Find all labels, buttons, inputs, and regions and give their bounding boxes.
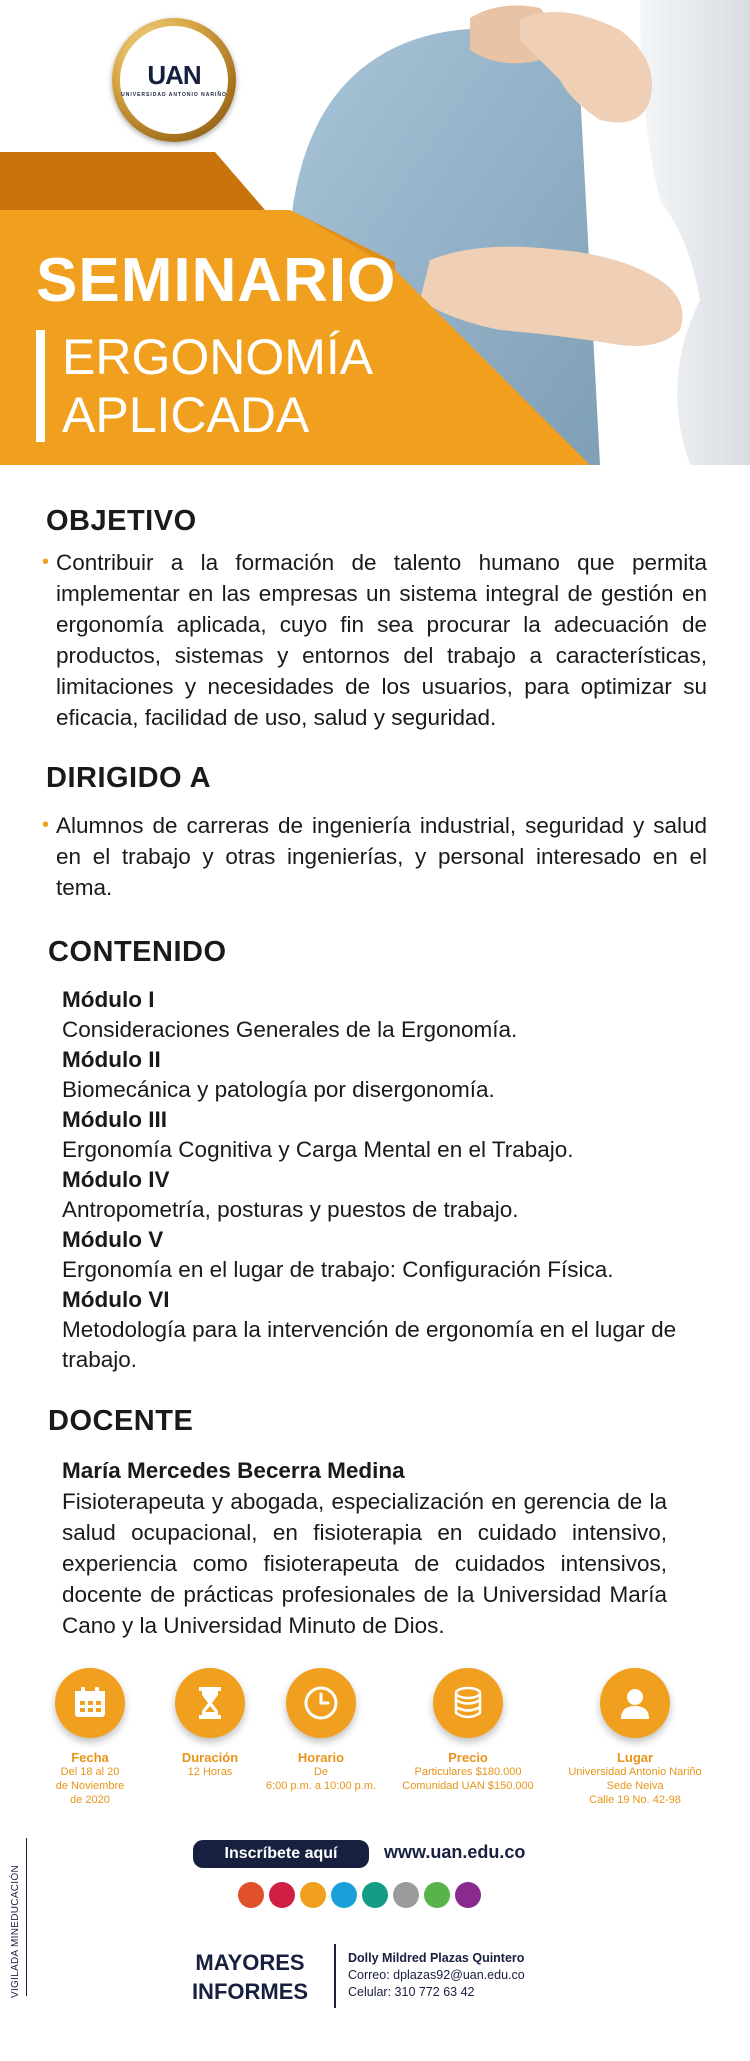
module-title: Módulo II xyxy=(62,1047,161,1072)
info-value: Del 18 al 20 xyxy=(60,1766,120,1778)
module-list xyxy=(62,985,682,1375)
objetivo-item xyxy=(42,547,707,733)
color-dot xyxy=(331,1882,357,1908)
module-title: Módulo VI xyxy=(62,1287,170,1312)
color-dot xyxy=(362,1882,388,1908)
contact-email[interactable]: Correo: dplazas92@uan.edu.co xyxy=(348,1968,525,1982)
title-ergonomia: ERGONOMÍA xyxy=(62,329,374,385)
color-dot xyxy=(300,1882,326,1908)
clock-icon xyxy=(286,1668,356,1738)
mayores-informes xyxy=(180,1948,320,2006)
module-item xyxy=(62,1165,682,1225)
color-dot xyxy=(238,1882,264,1908)
bullet: • xyxy=(42,551,50,573)
module-desc: Consideraciones Generales de la Ergonomía. xyxy=(62,1017,518,1042)
website-link[interactable]: www.uan.edu.co xyxy=(384,1842,526,1862)
color-dot xyxy=(424,1882,450,1908)
info-horario xyxy=(256,1668,386,1793)
module-item xyxy=(62,1105,682,1165)
color-dot xyxy=(393,1882,419,1908)
mayores-line1: MAYORES xyxy=(195,1950,305,1975)
contact-name: Dolly Mildred Plazas Quintero xyxy=(348,1951,525,1965)
module-item xyxy=(62,1285,682,1375)
module-item xyxy=(62,1045,682,1105)
info-value: Comunidad UAN $150.000 xyxy=(402,1780,534,1792)
contact-phone[interactable]: Celular: 310 772 63 42 xyxy=(348,1985,475,1999)
vigilada-divider xyxy=(26,1838,27,1996)
info-fecha xyxy=(40,1668,140,1807)
title-accent-bar xyxy=(36,330,45,442)
info-value: Calle 19 No. 42-98 xyxy=(589,1794,681,1806)
title-aplicada: APLICADA xyxy=(62,387,310,443)
dirigido-item xyxy=(42,810,707,903)
info-label: Horario xyxy=(297,1750,345,1765)
coins-icon xyxy=(433,1668,503,1738)
person-icon xyxy=(600,1668,670,1738)
info-precio xyxy=(393,1668,543,1793)
inscribete-button[interactable]: Inscríbete aquí xyxy=(193,1840,369,1868)
calendar-icon xyxy=(55,1668,125,1738)
objetivo-text: Contribuir a la formación de talento humano que permita implementar en las empresas un sistema integral de gestión en ergonomía aplicada, cuyo fin sea procurar la adecuación de productos, sistemas y entornos del trabajo a características, limitaciones y necesidades de los usuarios, para optimizar su eficacia, facilidad de uso, salud y seguridad. xyxy=(56,550,707,730)
hero-banner xyxy=(0,0,750,465)
info-label: Lugar xyxy=(616,1750,654,1765)
module-title: Módulo IV xyxy=(62,1167,170,1192)
color-dot xyxy=(455,1882,481,1908)
module-title: Módulo I xyxy=(62,987,155,1012)
info-value: 12 Horas xyxy=(187,1766,233,1778)
module-title: Módulo III xyxy=(62,1107,167,1132)
dirigido-heading: DIRIGIDO A xyxy=(46,762,212,794)
module-desc: Antropometría, posturas y puestos de trabajo. xyxy=(62,1197,519,1222)
uan-logo: UAN UNIVERSIDAD ANTONIO NARIÑO xyxy=(112,18,236,142)
vigilada-label: VIGILADA MINEDUCACIÓN xyxy=(10,1865,21,1998)
module-desc: Biomecánica y patología por disergonomía. xyxy=(62,1077,495,1102)
module-item xyxy=(62,985,682,1045)
title-seminario: SEMINARIO xyxy=(36,246,397,315)
info-value: Particulares $180.000 xyxy=(414,1766,522,1778)
module-item xyxy=(62,1225,682,1285)
docente-bio: Fisioterapeuta y abogada, especialización en gerencia de la salud ocupacional, en fisioterapia en cuidado intensivo, experiencia como fisioterapeuta de cuidados intensivos, docente de prácticas profesionales de la Universidad María Cano y la Universidad Minuto de Dios. xyxy=(62,1489,667,1638)
info-value: de 2020 xyxy=(70,1794,110,1806)
contact-divider xyxy=(334,1944,336,2008)
hourglass-icon xyxy=(175,1668,245,1738)
module-desc: Ergonomía en el lugar de trabajo: Configuración Física. xyxy=(62,1257,614,1282)
bullet: • xyxy=(42,814,50,836)
docente-heading: DOCENTE xyxy=(48,1405,194,1437)
color-dots xyxy=(238,1882,486,1908)
dirigido-text: Alumnos de carreras de ingeniería industrial, seguridad y salud en el trabajo y otras ingenierías, y personal interesado en el tema. xyxy=(56,813,707,900)
contact-info xyxy=(348,1950,525,2001)
info-lugar xyxy=(555,1668,715,1807)
info-label: Duración xyxy=(181,1750,239,1765)
info-value: Universidad Antonio Nariño xyxy=(568,1766,702,1778)
info-duracion xyxy=(160,1668,260,1779)
info-label: Fecha xyxy=(71,1750,109,1765)
contenido-heading: CONTENIDO xyxy=(48,936,227,968)
info-value: 6:00 p.m. a 10:00 p.m. xyxy=(265,1780,377,1792)
info-value: De xyxy=(313,1766,329,1778)
info-value: de Noviembre xyxy=(55,1780,125,1792)
info-value: Sede Neiva xyxy=(606,1780,664,1792)
mayores-line2: INFORMES xyxy=(191,1979,309,2004)
objetivo-heading: OBJETIVO xyxy=(46,505,197,537)
docente-block xyxy=(62,1455,667,1641)
module-desc: Metodología para la intervención de ergonomía en el lugar de trabajo. xyxy=(62,1317,677,1372)
module-title: Módulo V xyxy=(62,1227,164,1252)
info-label: Precio xyxy=(448,1750,488,1765)
docente-name: María Mercedes Becerra Medina xyxy=(62,1458,405,1483)
color-dot xyxy=(269,1882,295,1908)
module-desc: Ergonomía Cognitiva y Carga Mental en el Trabajo. xyxy=(62,1137,574,1162)
